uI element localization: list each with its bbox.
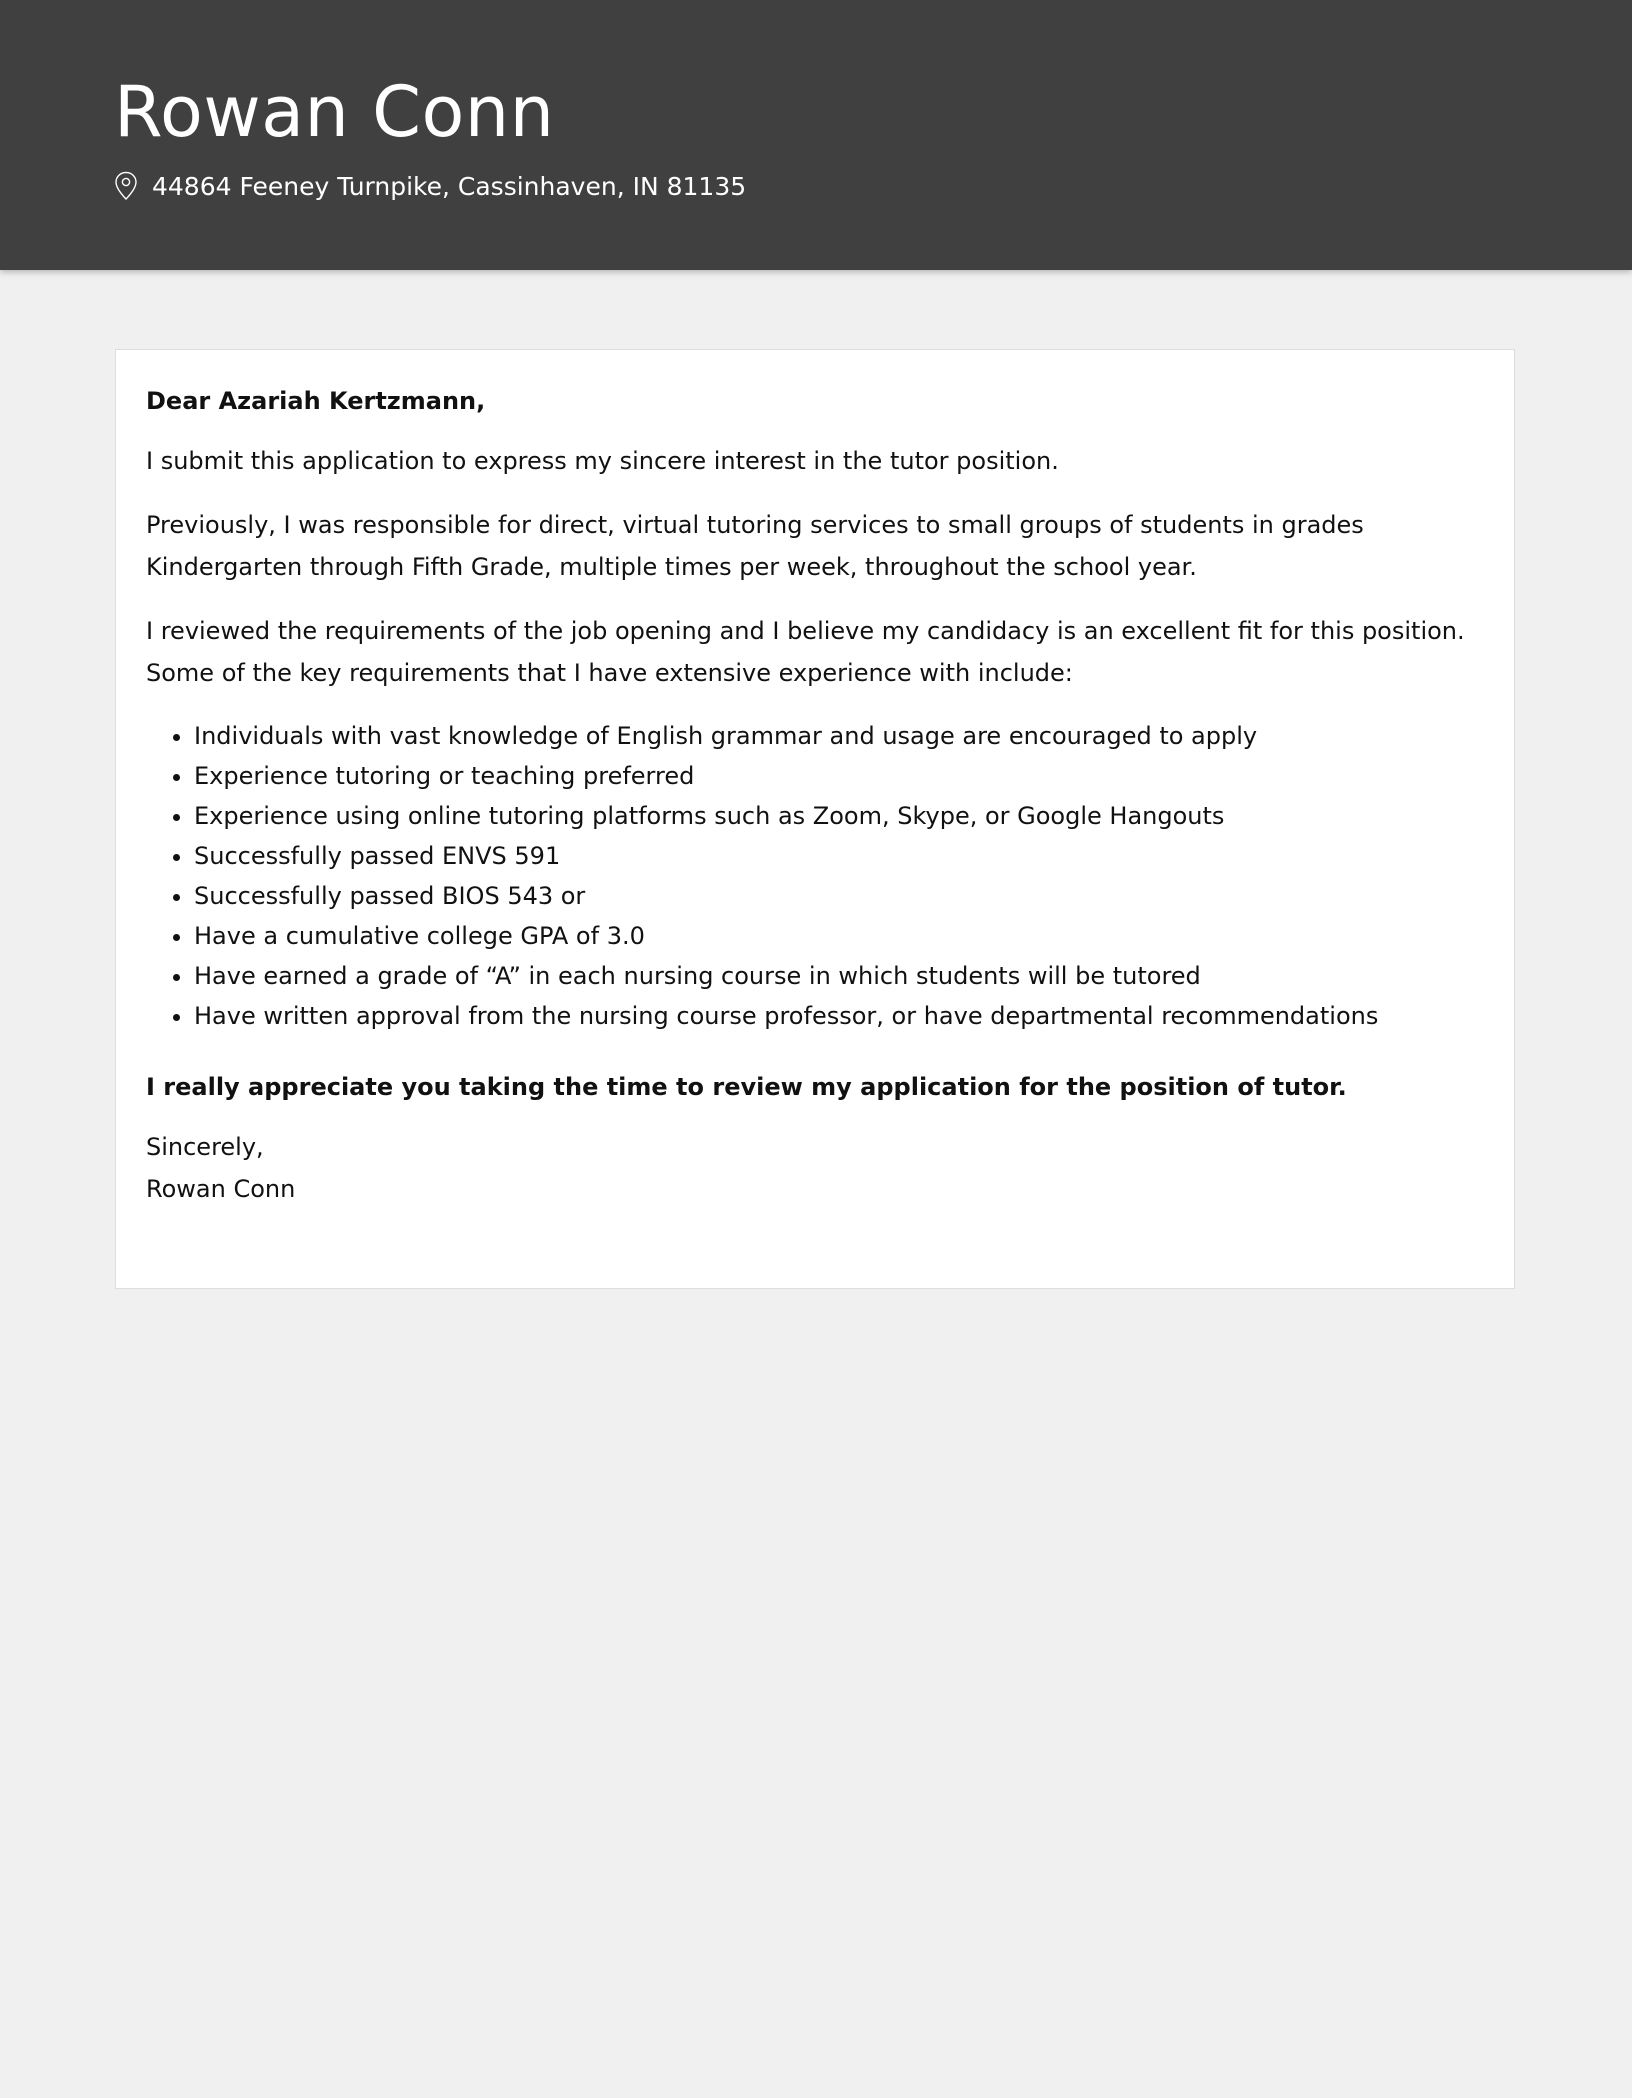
intro-paragraph: I submit this application to express my sincere interest in the tutor position. [146, 447, 1059, 475]
list-item: • Experience using online tutoring platforms such as Zoom, Skype, or Google Hangouts [194, 796, 1484, 836]
closing-statement: I really appreciate you taking the time to review my application for the position of tutor. [146, 1073, 1347, 1101]
salutation: Dear Azariah Kertzmann, [146, 387, 486, 415]
requirements-list [146, 716, 1484, 1036]
map-pin-icon [114, 171, 138, 201]
list-item: • Experience tutoring or teaching preferred [194, 756, 1484, 796]
signoff: Sincerely, [146, 1133, 264, 1161]
list-item: • Have earned a grade of “A” in each nursing course in which students will be tutored [194, 956, 1484, 996]
page-header [0, 0, 1632, 270]
signature: Rowan Conn [146, 1175, 296, 1203]
list-item: • Individuals with vast knowledge of English grammar and usage are encouraged to apply [194, 716, 1484, 756]
experience-paragraph: Previously, I was responsible for direct, virtual tutoring services to small groups of students in grades Kindergarten through Fifth Grade, multiple times per week, throughout the school year. [146, 511, 1364, 581]
list-item: • Have written approval from the nursing course professor, or have departmental recommendations [194, 996, 1484, 1036]
requirements-paragraph: I reviewed the requirements of the job opening and I believe my candidacy is an excellent fit for this position. Some of the key requirements that I have extensive experience with include: [146, 617, 1465, 687]
list-item: • Successfully passed BIOS 543 or [194, 876, 1484, 916]
applicant-name: Rowan Conn [114, 71, 555, 153]
list-item: • Have a cumulative college GPA of 3.0 [194, 916, 1484, 956]
address-text: 44864 Feeney Turnpike, Cassinhaven, IN 81135 [152, 171, 747, 201]
list-item: • Successfully passed ENVS 591 [194, 836, 1484, 876]
address-line [114, 166, 746, 206]
cover-letter-card [115, 349, 1515, 1289]
